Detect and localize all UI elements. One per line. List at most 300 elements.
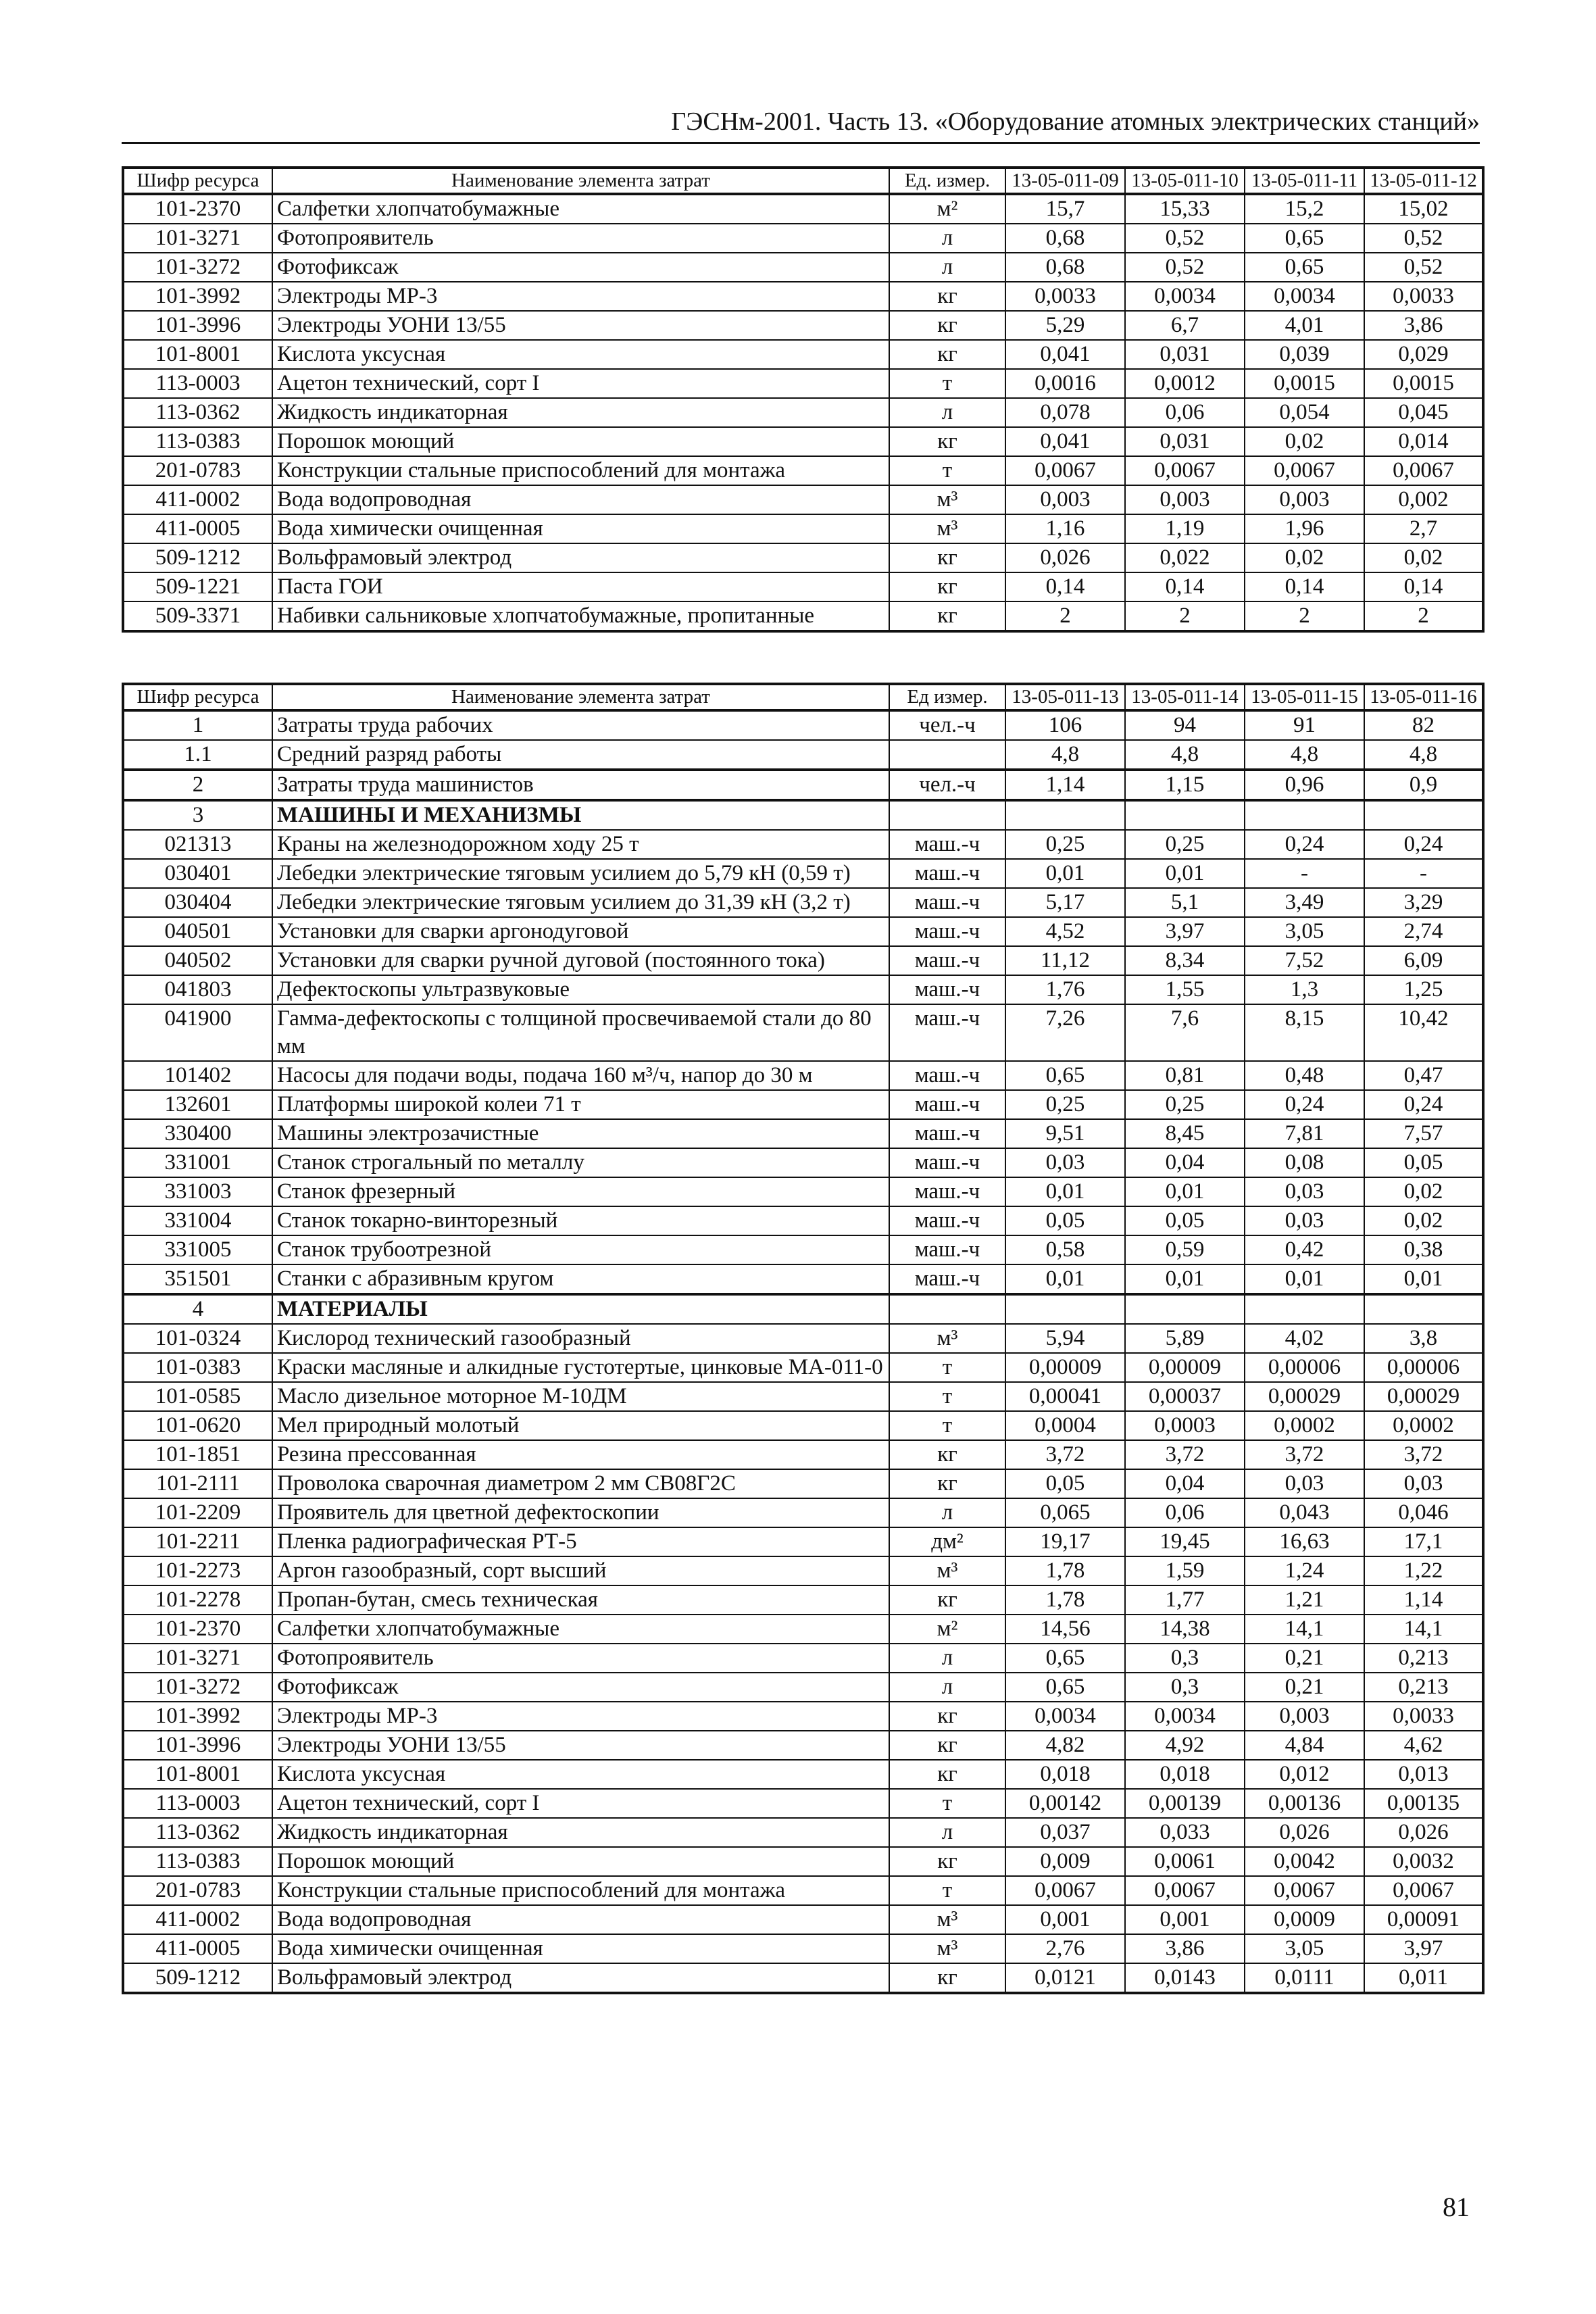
cell-unit: кг xyxy=(889,1760,1005,1789)
cell-cost-element-name: Вода водопроводная xyxy=(272,485,889,514)
cell-value-col-4: 0,24 xyxy=(1364,1090,1483,1119)
cell-value-col-3: 3,72 xyxy=(1245,1440,1364,1469)
cell-value-col-4: 3,86 xyxy=(1364,311,1483,340)
cell-value-col-1: 3,72 xyxy=(1005,1440,1125,1469)
cell-cost-element-name: Аргон газообразный, сорт высший xyxy=(272,1556,889,1585)
cell-value-col-2: 0,0061 xyxy=(1125,1847,1245,1876)
cell-value-col-1: 0,01 xyxy=(1005,859,1125,888)
cell-value-col-3: 3,05 xyxy=(1245,1934,1364,1963)
table-row xyxy=(123,1527,1483,1556)
cell-value-col-1: 0,05 xyxy=(1005,1206,1125,1235)
cell-value-col-4: 0,002 xyxy=(1364,485,1483,514)
cell-unit: кг xyxy=(889,282,1005,311)
cell-unit: м³ xyxy=(889,485,1005,514)
cell-resource-code: 351501 xyxy=(123,1264,272,1294)
cell-value-col-3: 14,1 xyxy=(1245,1615,1364,1644)
cell-value-col-3: 0,003 xyxy=(1245,485,1364,514)
cell-resource-code: 041803 xyxy=(123,975,272,1004)
cell-value-col-4: 0,38 xyxy=(1364,1235,1483,1264)
table-row xyxy=(123,1090,1483,1119)
cell-value-col-1: 0,68 xyxy=(1005,253,1125,282)
cell-value-col-4: 1,14 xyxy=(1364,1585,1483,1615)
table-row xyxy=(123,282,1483,311)
cell-value-col-2: 0,0143 xyxy=(1125,1963,1245,1993)
cell-value-col-1: 5,29 xyxy=(1005,311,1125,340)
table-row xyxy=(123,975,1483,1004)
table-row xyxy=(123,224,1483,253)
cell-unit xyxy=(889,800,1005,830)
cell-value-col-1: 0,018 xyxy=(1005,1760,1125,1789)
cell-value-col-2: 2 xyxy=(1125,601,1245,631)
cell-unit: кг xyxy=(889,1469,1005,1498)
cell-value-col-3: 0,0042 xyxy=(1245,1847,1364,1876)
cell-value-col-2: 0,52 xyxy=(1125,253,1245,282)
cell-value-col-4: 7,57 xyxy=(1364,1119,1483,1148)
cell-value-col-4: 0,9 xyxy=(1364,770,1483,800)
cell-value-col-3: 0,026 xyxy=(1245,1818,1364,1847)
header-value-col-3: 13-05-011-11 xyxy=(1245,168,1364,194)
cell-resource-code: 330400 xyxy=(123,1119,272,1148)
cell-cost-element-name: Резина прессованная xyxy=(272,1440,889,1469)
header-value-col-4: 13-05-011-16 xyxy=(1364,684,1483,710)
cell-unit: л xyxy=(889,398,1005,427)
cell-value-col-2: 0,59 xyxy=(1125,1235,1245,1264)
cell-resource-code: 113-0003 xyxy=(123,369,272,398)
cell-cost-element-name: Порошок моющий xyxy=(272,427,889,456)
cell-value-col-2: 0,05 xyxy=(1125,1206,1245,1235)
cell-value-col-1 xyxy=(1005,1294,1125,1324)
cell-resource-code: 411-0005 xyxy=(123,1934,272,1963)
table-row xyxy=(123,1585,1483,1615)
cell-resource-code: 509-1212 xyxy=(123,1963,272,1993)
cell-unit: кг xyxy=(889,1440,1005,1469)
cell-value-col-2: 0,01 xyxy=(1125,1264,1245,1294)
cell-value-col-1: 4,8 xyxy=(1005,740,1125,770)
cell-value-col-2 xyxy=(1125,1294,1245,1324)
cell-resource-code: 509-1221 xyxy=(123,572,272,601)
cell-value-col-1: 106 xyxy=(1005,710,1125,740)
table-row xyxy=(123,1556,1483,1585)
cell-resource-code: 331005 xyxy=(123,1235,272,1264)
cell-cost-element-name: Платформы широкой колеи 71 т xyxy=(272,1090,889,1119)
cell-value-col-3: 0,00136 xyxy=(1245,1789,1364,1818)
cell-resource-code: 101-3992 xyxy=(123,282,272,311)
cell-value-col-1: 1,78 xyxy=(1005,1585,1125,1615)
cell-resource-code: 101-0383 xyxy=(123,1353,272,1382)
cell-cost-element-name: Вода химически очищенная xyxy=(272,514,889,543)
header-unit: Ед измер. xyxy=(889,684,1005,710)
table-row xyxy=(123,1702,1483,1731)
cell-value-col-3: 0,012 xyxy=(1245,1760,1364,1789)
cell-value-col-3: 15,2 xyxy=(1245,194,1364,224)
cell-cost-element-name: Пропан-бутан, смесь техническая xyxy=(272,1585,889,1615)
cell-value-col-1: 4,52 xyxy=(1005,917,1125,946)
cell-value-col-1: 0,03 xyxy=(1005,1148,1125,1177)
table-row xyxy=(123,710,1483,740)
cell-value-col-3: 0,0002 xyxy=(1245,1411,1364,1440)
cell-cost-element-name: Ацетон технический, сорт I xyxy=(272,369,889,398)
cell-value-col-3: 0,65 xyxy=(1245,253,1364,282)
cell-value-col-1: 1,14 xyxy=(1005,770,1125,800)
cell-value-col-4: 0,03 xyxy=(1364,1469,1483,1498)
cell-value-col-2: 4,92 xyxy=(1125,1731,1245,1760)
cell-value-col-2: 0,14 xyxy=(1125,572,1245,601)
cell-unit: маш.-ч xyxy=(889,1177,1005,1206)
cell-resource-code: 101-3271 xyxy=(123,1644,272,1673)
cell-unit: т xyxy=(889,1789,1005,1818)
cell-resource-code: 101-0324 xyxy=(123,1324,272,1353)
cell-value-col-2: 0,3 xyxy=(1125,1644,1245,1673)
cell-value-col-3: 0,14 xyxy=(1245,572,1364,601)
cell-value-col-3: 0,00006 xyxy=(1245,1353,1364,1382)
table-row xyxy=(123,946,1483,975)
cell-value-col-4: 0,213 xyxy=(1364,1673,1483,1702)
cell-cost-element-name: Краны на железнодорожном ходу 25 т xyxy=(272,830,889,859)
cell-value-col-3: 16,63 xyxy=(1245,1527,1364,1556)
cell-value-col-2: 3,86 xyxy=(1125,1934,1245,1963)
cell-value-col-1: 0,003 xyxy=(1005,485,1125,514)
cell-cost-element-name: Затраты труда рабочих xyxy=(272,710,889,740)
cell-cost-element-name: Дефектоскопы ультразвуковые xyxy=(272,975,889,1004)
cell-cost-element-name: Электроды МР-3 xyxy=(272,1702,889,1731)
cell-value-col-1: 0,0034 xyxy=(1005,1702,1125,1731)
header-value-col-2: 13-05-011-10 xyxy=(1125,168,1245,194)
cell-cost-element-name: Фотопроявитель xyxy=(272,1644,889,1673)
cell-unit: кг xyxy=(889,340,1005,369)
cell-value-col-1: 0,58 xyxy=(1005,1235,1125,1264)
cell-resource-code: 021313 xyxy=(123,830,272,859)
cell-unit: м³ xyxy=(889,514,1005,543)
cell-value-col-3: 0,0009 xyxy=(1245,1905,1364,1934)
cell-unit: т xyxy=(889,456,1005,485)
table-row xyxy=(123,1004,1483,1061)
cell-value-col-4: 3,8 xyxy=(1364,1324,1483,1353)
cell-value-col-3: 91 xyxy=(1245,710,1364,740)
table-row xyxy=(123,1119,1483,1148)
cell-resource-code: 2 xyxy=(123,770,272,800)
table-row xyxy=(123,1294,1483,1324)
cell-value-col-1: 5,17 xyxy=(1005,888,1125,917)
cell-value-col-2: 7,6 xyxy=(1125,1004,1245,1061)
table-row xyxy=(123,859,1483,888)
cell-resource-code: 101-3272 xyxy=(123,1673,272,1702)
cell-cost-element-name: Вода водопроводная xyxy=(272,1905,889,1934)
cell-value-col-4: 0,0032 xyxy=(1364,1847,1483,1876)
cell-resource-code: 041900 xyxy=(123,1004,272,1061)
cost-table-1 xyxy=(122,166,1485,633)
cell-unit: кг xyxy=(889,1847,1005,1876)
cell-value-col-4: 1,25 xyxy=(1364,975,1483,1004)
cell-value-col-4: 0,01 xyxy=(1364,1264,1483,1294)
cell-unit: кг xyxy=(889,311,1005,340)
table-row xyxy=(123,917,1483,946)
cell-unit: м² xyxy=(889,1615,1005,1644)
cell-value-col-4: 0,14 xyxy=(1364,572,1483,601)
cell-cost-element-name: Вольфрамовый электрод xyxy=(272,1963,889,1993)
cell-value-col-1: 0,01 xyxy=(1005,1264,1125,1294)
cell-value-col-4: 0,00006 xyxy=(1364,1353,1483,1382)
cell-value-col-1: 2,76 xyxy=(1005,1934,1125,1963)
cell-cost-element-name: Электроды МР-3 xyxy=(272,282,889,311)
cell-value-col-4: 3,72 xyxy=(1364,1440,1483,1469)
cell-cost-element-name: Электроды УОНИ 13/55 xyxy=(272,311,889,340)
cell-value-col-3: 0,0034 xyxy=(1245,282,1364,311)
cell-cost-element-name: Жидкость индикаторная xyxy=(272,1818,889,1847)
cell-unit: кг xyxy=(889,601,1005,631)
table-row xyxy=(123,1760,1483,1789)
table-row xyxy=(123,1177,1483,1206)
cell-value-col-3: 0,03 xyxy=(1245,1469,1364,1498)
cell-unit: маш.-ч xyxy=(889,888,1005,917)
cell-value-col-4: 0,00135 xyxy=(1364,1789,1483,1818)
cell-cost-element-name: Насосы для подачи воды, подача 160 м³/ч, напор до 30 м xyxy=(272,1061,889,1090)
cell-unit: т xyxy=(889,1876,1005,1905)
cell-value-col-4: 0,045 xyxy=(1364,398,1483,427)
table-row xyxy=(123,1382,1483,1411)
cell-value-col-2: 0,033 xyxy=(1125,1818,1245,1847)
cell-value-col-2 xyxy=(1125,800,1245,830)
cell-value-col-4: 0,0067 xyxy=(1364,1876,1483,1905)
cell-value-col-3: 0,0111 xyxy=(1245,1963,1364,1993)
cell-value-col-1: 0,001 xyxy=(1005,1905,1125,1934)
cell-resource-code: 101-0585 xyxy=(123,1382,272,1411)
cell-value-col-1: 0,078 xyxy=(1005,398,1125,427)
cell-unit: маш.-ч xyxy=(889,1090,1005,1119)
cell-resource-code: 101-3996 xyxy=(123,1731,272,1760)
cell-cost-element-name: Затраты труда машинистов xyxy=(272,770,889,800)
cell-value-col-1: 0,00142 xyxy=(1005,1789,1125,1818)
table-row xyxy=(123,800,1483,830)
cell-value-col-4: 6,09 xyxy=(1364,946,1483,975)
cell-value-col-1: 4,82 xyxy=(1005,1731,1125,1760)
cell-value-col-4: 0,0002 xyxy=(1364,1411,1483,1440)
cell-resource-code: 1 xyxy=(123,710,272,740)
cell-resource-code: 101-8001 xyxy=(123,1760,272,1789)
cell-value-col-2: 0,25 xyxy=(1125,1090,1245,1119)
cell-value-col-3: 0,039 xyxy=(1245,340,1364,369)
cell-resource-code: 1.1 xyxy=(123,740,272,770)
cell-unit: маш.-ч xyxy=(889,1004,1005,1061)
cell-value-col-2: 0,003 xyxy=(1125,485,1245,514)
cell-resource-code: 331001 xyxy=(123,1148,272,1177)
cell-resource-code: 101-3271 xyxy=(123,224,272,253)
table-row xyxy=(123,1731,1483,1760)
cell-value-col-3: 0,03 xyxy=(1245,1206,1364,1235)
cell-cost-element-name: Порошок моющий xyxy=(272,1847,889,1876)
cell-resource-code: 101-2278 xyxy=(123,1585,272,1615)
cell-value-col-4: 0,47 xyxy=(1364,1061,1483,1090)
cell-value-col-2: 0,0012 xyxy=(1125,369,1245,398)
cell-value-col-4: 0,24 xyxy=(1364,830,1483,859)
cell-unit: маш.-ч xyxy=(889,830,1005,859)
cell-resource-code: 030401 xyxy=(123,859,272,888)
cell-cost-element-name: Машины электрозачистные xyxy=(272,1119,889,1148)
cell-value-col-2: 0,06 xyxy=(1125,398,1245,427)
cell-unit: дм² xyxy=(889,1527,1005,1556)
cell-unit: маш.-ч xyxy=(889,1061,1005,1090)
cell-value-col-2: 4,8 xyxy=(1125,740,1245,770)
cell-resource-code: 113-0362 xyxy=(123,398,272,427)
cell-value-col-1: 0,05 xyxy=(1005,1469,1125,1498)
cell-value-col-1: 0,037 xyxy=(1005,1818,1125,1847)
header-cost-element-name: Наименование элемента затрат xyxy=(272,168,889,194)
cell-unit: л xyxy=(889,224,1005,253)
table-row xyxy=(123,1847,1483,1876)
cell-value-col-1: 0,0121 xyxy=(1005,1963,1125,1993)
cell-value-col-1: 15,7 xyxy=(1005,194,1125,224)
cell-value-col-4: 3,29 xyxy=(1364,888,1483,917)
cell-value-col-4: 10,42 xyxy=(1364,1004,1483,1061)
table-row xyxy=(123,1061,1483,1090)
cell-unit: кг xyxy=(889,1702,1005,1731)
cell-resource-code: 101-2111 xyxy=(123,1469,272,1498)
cell-unit: кг xyxy=(889,1963,1005,1993)
cell-value-col-1: 11,12 xyxy=(1005,946,1125,975)
cell-value-col-1: 0,68 xyxy=(1005,224,1125,253)
table-row xyxy=(123,1440,1483,1469)
cell-resource-code: 101402 xyxy=(123,1061,272,1090)
cell-cost-element-name: Пленка радиографическая РТ-5 xyxy=(272,1527,889,1556)
cell-value-col-3: 0,03 xyxy=(1245,1177,1364,1206)
table-row xyxy=(123,888,1483,917)
cell-value-col-2: 0,018 xyxy=(1125,1760,1245,1789)
cell-unit: л xyxy=(889,1498,1005,1527)
cell-unit: м³ xyxy=(889,1905,1005,1934)
cell-value-col-3: 4,8 xyxy=(1245,740,1364,770)
cell-value-col-3 xyxy=(1245,1294,1364,1324)
cell-value-col-4: 0,05 xyxy=(1364,1148,1483,1177)
cell-value-col-3: 0,043 xyxy=(1245,1498,1364,1527)
cell-unit: л xyxy=(889,253,1005,282)
cell-value-col-1: 0,041 xyxy=(1005,340,1125,369)
table-row xyxy=(123,1934,1483,1963)
cell-resource-code: 509-3371 xyxy=(123,601,272,631)
cell-unit: маш.-ч xyxy=(889,946,1005,975)
table-row xyxy=(123,485,1483,514)
cell-value-col-3 xyxy=(1245,800,1364,830)
cell-resource-code: 030404 xyxy=(123,888,272,917)
cell-unit: маш.-ч xyxy=(889,975,1005,1004)
cell-cost-element-name: Фотопроявитель xyxy=(272,224,889,253)
cell-value-col-1: 0,065 xyxy=(1005,1498,1125,1527)
cell-value-col-4: 0,014 xyxy=(1364,427,1483,456)
cell-cost-element-name: Масло дизельное моторное М-10ДМ xyxy=(272,1382,889,1411)
cell-value-col-4: 1,22 xyxy=(1364,1556,1483,1585)
cell-unit: т xyxy=(889,1411,1005,1440)
cell-value-col-1 xyxy=(1005,800,1125,830)
cell-resource-code: 101-1851 xyxy=(123,1440,272,1469)
cell-value-col-2: 5,1 xyxy=(1125,888,1245,917)
cell-unit: т xyxy=(889,1353,1005,1382)
table-row xyxy=(123,369,1483,398)
table-row xyxy=(123,1206,1483,1235)
cell-value-col-3: 7,81 xyxy=(1245,1119,1364,1148)
cell-value-col-1: 7,26 xyxy=(1005,1004,1125,1061)
cell-resource-code: 040502 xyxy=(123,946,272,975)
cell-value-col-4: 15,02 xyxy=(1364,194,1483,224)
cell-resource-code: 4 xyxy=(123,1294,272,1324)
table-row xyxy=(123,1876,1483,1905)
cell-resource-code: 411-0002 xyxy=(123,485,272,514)
cell-resource-code: 101-8001 xyxy=(123,340,272,369)
cell-resource-code: 3 xyxy=(123,800,272,830)
cell-resource-code: 132601 xyxy=(123,1090,272,1119)
cell-value-col-4: 17,1 xyxy=(1364,1527,1483,1556)
cell-value-col-1: 0,00041 xyxy=(1005,1382,1125,1411)
cell-value-col-3: 0,02 xyxy=(1245,543,1364,572)
cell-resource-code: 101-2209 xyxy=(123,1498,272,1527)
cell-value-col-1: 0,0016 xyxy=(1005,369,1125,398)
cell-value-col-1: 5,94 xyxy=(1005,1324,1125,1353)
cell-value-col-2: 6,7 xyxy=(1125,311,1245,340)
cell-value-col-4: 0,52 xyxy=(1364,224,1483,253)
cell-value-col-4: 3,97 xyxy=(1364,1934,1483,1963)
cell-value-col-3: 0,48 xyxy=(1245,1061,1364,1090)
cell-value-col-1: 0,25 xyxy=(1005,830,1125,859)
cell-cost-element-name: Салфетки хлопчатобумажные xyxy=(272,194,889,224)
cell-unit: чел.-ч xyxy=(889,770,1005,800)
cell-cost-element-name: МАШИНЫ И МЕХАНИЗМЫ xyxy=(272,800,889,830)
cell-cost-element-name: Проявитель для цветной дефектоскопии xyxy=(272,1498,889,1527)
cell-value-col-4: - xyxy=(1364,859,1483,888)
table-row xyxy=(123,1353,1483,1382)
cell-cost-element-name: Проволока сварочная диаметром 2 мм СВ08Г2С xyxy=(272,1469,889,1498)
cell-unit: л xyxy=(889,1818,1005,1847)
cell-resource-code: 101-2273 xyxy=(123,1556,272,1585)
cell-resource-code: 113-0383 xyxy=(123,1847,272,1876)
cell-value-col-4: 2,7 xyxy=(1364,514,1483,543)
cell-unit: маш.-ч xyxy=(889,859,1005,888)
cell-value-col-3: 3,49 xyxy=(1245,888,1364,917)
cell-value-col-2: 0,0003 xyxy=(1125,1411,1245,1440)
cell-value-col-1: 0,14 xyxy=(1005,572,1125,601)
cell-cost-element-name: Станок строгальный по металлу xyxy=(272,1148,889,1177)
cell-cost-element-name: Фотофиксаж xyxy=(272,253,889,282)
table-row xyxy=(123,514,1483,543)
cell-value-col-3: - xyxy=(1245,859,1364,888)
cell-value-col-3: 4,01 xyxy=(1245,311,1364,340)
cell-value-col-3: 2 xyxy=(1245,601,1364,631)
cell-unit: кг xyxy=(889,543,1005,572)
cell-value-col-4: 0,02 xyxy=(1364,543,1483,572)
cell-value-col-3: 0,24 xyxy=(1245,1090,1364,1119)
cell-cost-element-name: Вольфрамовый электрод xyxy=(272,543,889,572)
cell-resource-code: 101-2211 xyxy=(123,1527,272,1556)
cell-value-col-2: 0,0067 xyxy=(1125,456,1245,485)
cell-value-col-4: 0,046 xyxy=(1364,1498,1483,1527)
cell-value-col-2: 15,33 xyxy=(1125,194,1245,224)
cell-value-col-3: 1,96 xyxy=(1245,514,1364,543)
table-row xyxy=(123,1789,1483,1818)
table-row xyxy=(123,398,1483,427)
cell-cost-element-name: Паста ГОИ xyxy=(272,572,889,601)
cell-value-col-4: 2 xyxy=(1364,601,1483,631)
cell-resource-code: 101-2370 xyxy=(123,194,272,224)
cell-value-col-2: 0,001 xyxy=(1125,1905,1245,1934)
cell-value-col-1: 0,01 xyxy=(1005,1177,1125,1206)
cell-value-col-2: 1,59 xyxy=(1125,1556,1245,1585)
cell-value-col-4: 2,74 xyxy=(1364,917,1483,946)
cell-cost-element-name: Электроды УОНИ 13/55 xyxy=(272,1731,889,1760)
cell-value-col-4: 0,011 xyxy=(1364,1963,1483,1993)
cell-cost-element-name: Станок трубоотрезной xyxy=(272,1235,889,1264)
cell-unit: маш.-ч xyxy=(889,1235,1005,1264)
cell-value-col-3: 8,15 xyxy=(1245,1004,1364,1061)
cell-value-col-1: 0,0067 xyxy=(1005,456,1125,485)
cell-value-col-3: 0,0067 xyxy=(1245,1876,1364,1905)
cell-cost-element-name: Кислота уксусная xyxy=(272,1760,889,1789)
cell-cost-element-name: Гамма-дефектоскопы с толщиной просвечиваемой стали до 80 мм xyxy=(272,1004,889,1061)
